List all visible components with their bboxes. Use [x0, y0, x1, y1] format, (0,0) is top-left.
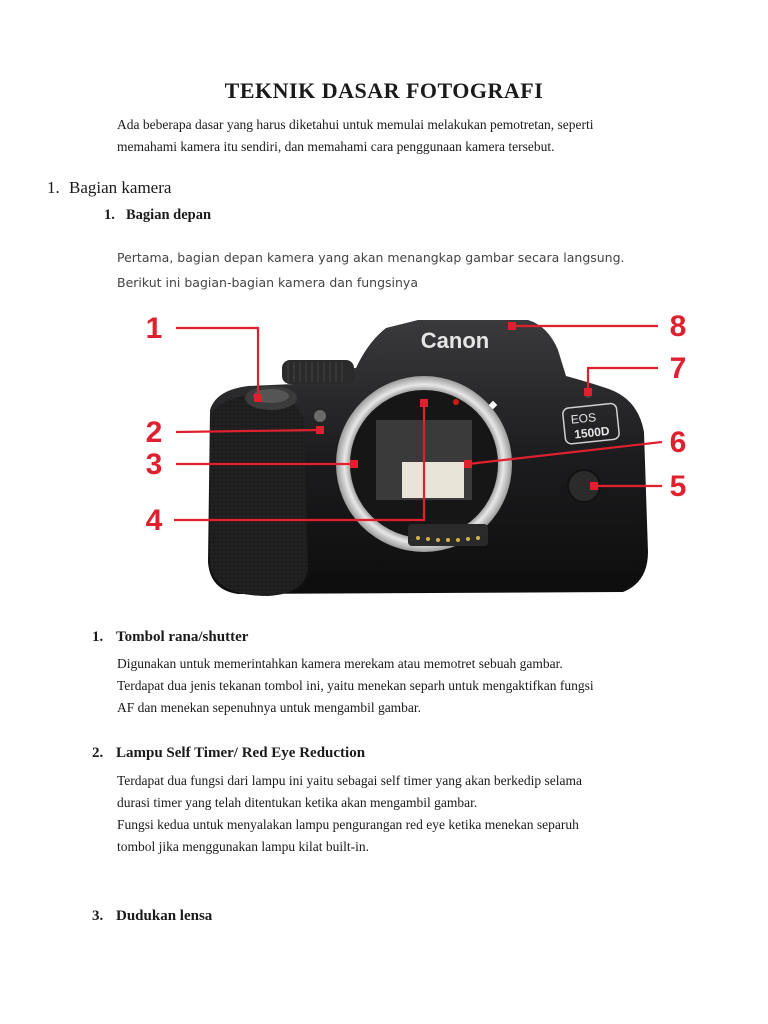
front-intro-line: Berikut ini bagian-bagian kamera dan fungsinya — [117, 275, 418, 290]
subsection-number: 1. — [104, 207, 115, 223]
intro-paragraph — [117, 114, 677, 158]
item-heading — [92, 629, 248, 646]
item-title: Lampu Self Timer/ Red Eye Reduction — [116, 745, 366, 761]
page-title: TEKNIK DASAR FOTOGRAFI — [224, 78, 544, 103]
model-line-1: EOS — [570, 410, 597, 427]
camera-front-figure — [118, 302, 708, 612]
callout-number-6: 6 — [669, 426, 687, 459]
item-heading — [92, 745, 365, 762]
subsection-title: Bagian depan — [126, 207, 212, 223]
intro-line: memahami kamera itu sendiri, dan memahami cara penggunaan kamera tersebut. — [117, 139, 555, 154]
subsection-heading — [104, 207, 211, 224]
item-heading — [92, 908, 212, 925]
camera-brand-label: Canon — [420, 328, 490, 353]
callout-number-2: 2 — [145, 416, 163, 449]
item-line: Fungsi kedua untuk menyalakan lampu pengurangan red eye ketika menekan separuh — [117, 817, 579, 832]
section-number: 1. — [47, 178, 60, 197]
item-line: tombol jika menggunakan lampu kilat built-in. — [117, 839, 369, 854]
item-title: Dudukan lensa — [116, 908, 213, 924]
intro-line: Ada beberapa dasar yang harus diketahui untuk memulai melakukan pemotretan, seperti — [117, 117, 594, 132]
item-paragraph — [117, 653, 707, 719]
callout-number-7: 7 — [669, 352, 687, 385]
model-line-2: 1500D — [573, 423, 611, 442]
item-line: Digunakan untuk memerintahkan kamera merekam atau memotret sebuah gambar. — [117, 656, 563, 671]
reflex-mirror — [402, 462, 464, 498]
front-intro-paragraph — [117, 245, 697, 295]
self-timer-lamp — [314, 410, 326, 422]
item-line: Terdapat dua fungsi dari lampu ini yaitu sebagai self timer yang akan berkedip selama — [117, 773, 583, 788]
item-line: Terdapat dua jenis tekanan tombol ini, yaitu menekan separh untuk mengaktifkan fungsi — [117, 678, 594, 693]
camera-grip — [210, 394, 308, 596]
item-line: AF dan menekan sepenuhnya untuk mengambil gambar. — [117, 700, 422, 715]
callout-number-4: 4 — [145, 504, 163, 537]
item-number: 2. — [92, 745, 104, 761]
item-title: Tombol rana/shutter — [116, 629, 249, 645]
item-paragraph — [117, 770, 707, 858]
callout-number-3: 3 — [145, 448, 163, 481]
item-number: 3. — [92, 908, 104, 924]
lens-contacts — [408, 524, 488, 546]
mount-index-dot — [453, 399, 459, 405]
section-title: Bagian kamera — [69, 178, 172, 197]
front-intro-line: Pertama, bagian depan kamera yang akan menangkap gambar secara langsung. — [117, 250, 625, 265]
callout-number-5: 5 — [669, 470, 687, 503]
item-number: 1. — [92, 629, 104, 645]
callout-number-1: 1 — [145, 312, 163, 345]
callout-number-8: 8 — [669, 310, 687, 343]
section-heading — [47, 178, 171, 198]
item-line: durasi timer yang telah ditentukan ketika akan mengambil gambar. — [117, 795, 478, 810]
